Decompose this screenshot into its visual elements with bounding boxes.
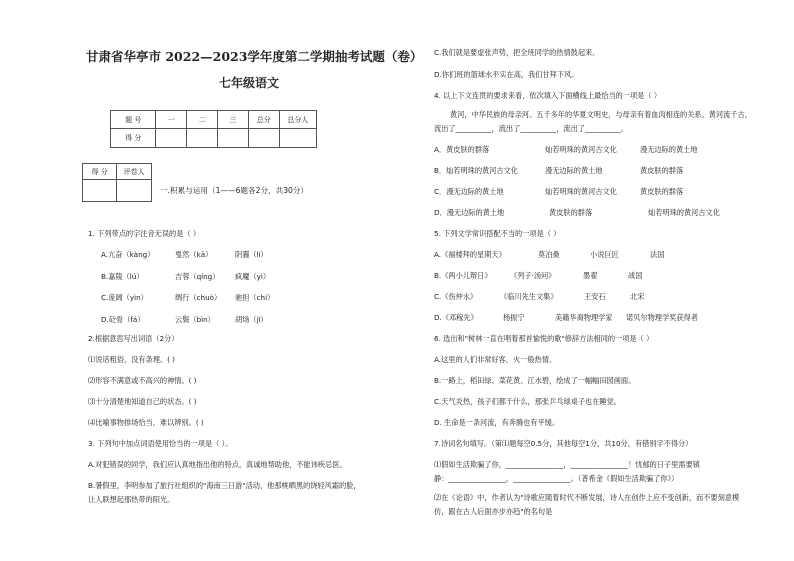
q2-item: ⑴说话粗俗，没有条理。( ) xyxy=(88,355,175,364)
q3-option-d: D.你们班的篮球水平实在高，我们甘拜下风。 xyxy=(434,70,579,79)
q3-option-a: A.对犯错误的同学，我们应认真地指出他的特点，真诚地帮助他，不能讳疾忌医。 xyxy=(88,460,347,469)
q1-option: 疯魔（yì） xyxy=(235,272,271,281)
q4-option: 灿若明珠的黄河古文化 xyxy=(648,208,720,217)
page-subtitle: 七年级语文 xyxy=(219,76,280,90)
section-title: 一.积累与运用（1——6题各2分，共30分） xyxy=(160,186,309,195)
q5-option: 《临川先生文集》 xyxy=(500,292,558,301)
q5-option: 杨振宁 xyxy=(503,313,525,322)
q4-paragraph-line: 黄河，中华民族的母亲河。五千多年的华夏文明史，与母亲有着血肉相连的关系。黄河流千古， xyxy=(450,110,752,119)
q7-item1-line: ⑴假如生活欺骗了你，________________，________________！忧郁的日子里需要镇 xyxy=(434,460,700,469)
score-table-label: 得 分 xyxy=(111,129,156,148)
q5-option: 莫泊桑 xyxy=(538,250,560,259)
q1-option: 云鬓（bìn） xyxy=(175,315,215,324)
q1-option: B.嘉陵（lú） xyxy=(101,272,144,281)
q2-item: ⑶十分清楚地知道自己的状态。( ) xyxy=(88,397,197,406)
q4-option: 黄皮肤的群落 xyxy=(640,187,684,196)
q5-option: D.《邓稼先》 xyxy=(434,313,478,322)
q4-option: 黄皮肤的群落 xyxy=(640,166,684,175)
q6-option: A.这里的人们非常好客，火一般热情。 xyxy=(434,355,557,364)
q3-option-b-line: B.暑假里，李明参加了旅行社组织的"海南三日游"活动，他那桃晒黑的饶轻风霜的脸， xyxy=(88,481,361,490)
q4-option: 漫无边际的黄土地 xyxy=(545,166,603,175)
grader-header: 得 分 xyxy=(83,164,117,180)
page-title: 甘肃省华亭市 2022—2023学年度第二学期抽考试题（卷） xyxy=(86,49,423,64)
q7-item1-line: 静：________________，________________。（普希金《假如生活欺骗了你》） xyxy=(434,474,679,483)
q4-option: A．黄皮肤的群落 xyxy=(434,145,490,154)
q7-item2-line: 仿，跟在古人后面亦步亦趋"的名句是 xyxy=(434,507,553,516)
q4-option: 漫无边际的黄土地 xyxy=(640,145,698,154)
q4-option: C．漫无边际的黄土地 xyxy=(434,187,504,196)
q2-item: ⑵形容不满意或不高兴的神情。( ) xyxy=(88,376,197,385)
question-7-stem: 7.诗词名句填写。（第⑴题每空0.5分，其他每空1分，共10分，有错别字不得分） xyxy=(434,439,693,448)
q4-option: B．灿若明珠的黄河古文化 xyxy=(434,166,518,175)
q2-item: ⑷比喻事物排场恰当，难以辨别。( ) xyxy=(88,418,204,427)
q5-option: 诺贝尔物理学奖获得者 xyxy=(626,313,698,322)
score-table-header: 一 xyxy=(156,111,187,129)
question-3-stem: 3. 下列句中加点词语使用恰当的一项是（ ）。 xyxy=(88,439,233,448)
q5-option: 战国 xyxy=(628,271,643,280)
q1-option: A.亢奋（kàng） xyxy=(101,250,155,259)
score-cell[interactable] xyxy=(248,129,279,148)
score-cell[interactable] xyxy=(156,129,187,148)
q4-option: 黄皮肤的群落 xyxy=(549,208,593,217)
q1-option: C.庞阔（yìn） xyxy=(101,293,148,302)
q5-option: A.《福楼拜的星期天》 xyxy=(434,250,506,259)
q5-option: 美籍华裔物理学家 xyxy=(555,313,613,322)
grader-cell[interactable] xyxy=(117,180,152,202)
score-table-header: 二 xyxy=(187,111,218,129)
q6-option: B.一路上，稻田绿、菜花黄、江水碧，绘成了一幅幅田园画面。 xyxy=(434,376,636,385)
score-table-header: 总分 xyxy=(248,111,279,129)
question-6-stem: 6. 选出和"树林一直在唱着那首愉悦的歌"修辞方法相同的一项是（ ） xyxy=(434,334,654,343)
q5-option: 法国 xyxy=(650,250,665,259)
q1-option: 吉蓉（qíng） xyxy=(175,272,220,281)
question-2-stem: 2.根据意思写出词语（2分） xyxy=(88,334,179,343)
q1-option: 阴霾（lí） xyxy=(235,250,268,259)
q4-option: D．漫无边际的黄土地 xyxy=(434,208,505,217)
q6-option: D. 生命是一条河流，有奔腾也有平缓。 xyxy=(434,418,560,427)
q3-option-c: C.我们就是要虚张声势，把全班同学的热情鼓起来。 xyxy=(434,48,600,57)
q4-option: 灿若明珠的黄河古文化 xyxy=(545,145,617,154)
q5-option: 小说巨匠 xyxy=(590,250,619,259)
q3-option-b-line: 让人联想起那热带的阳光。 xyxy=(88,495,175,504)
question-1-stem: 1. 下列带点的字注音无误的是（ ） xyxy=(88,229,201,238)
q1-option: 胡场（jī） xyxy=(235,315,268,324)
score-cell[interactable] xyxy=(217,129,248,148)
score-table-header: 题 号 xyxy=(111,111,156,129)
q5-option: 北宋 xyxy=(630,292,645,301)
score-table xyxy=(110,110,317,148)
q5-option: 墨翟 xyxy=(583,271,598,280)
q1-option: 绸行（chuò） xyxy=(175,293,222,302)
q4-option: 灿若明珠的黄河古文化 xyxy=(545,187,617,196)
q1-option: 驰担（chí） xyxy=(235,293,275,302)
question-4-stem: 4. 以上下文连贯的要求来看，依次填入下面横线上最恰当的一项是（ ） xyxy=(434,91,662,100)
q4-paragraph-line: 流出了__________，流出了__________，流出了__________。 xyxy=(434,124,629,133)
q5-option: B.《两小儿辩日》 xyxy=(434,271,492,280)
score-table-header: 三 xyxy=(217,111,248,129)
q5-option: C.《伤仲永》 xyxy=(434,292,478,301)
q1-option: D.砭骨（fá） xyxy=(101,315,145,324)
q1-option: 戛然（kā） xyxy=(175,250,213,259)
question-5-stem: 5. 下列文学常识搭配不当的一项是（ ） xyxy=(434,229,561,238)
score-table-header: 总分人 xyxy=(279,111,316,129)
score-cell[interactable] xyxy=(187,129,218,148)
q5-option: 王安石 xyxy=(584,292,606,301)
grader-cell[interactable] xyxy=(83,180,117,202)
q5-option: 《列子·汤问》 xyxy=(510,271,556,280)
q6-option: C.天气炎热，孩子们都干什么，那张乒乓球桌子也在睡觉。 xyxy=(434,397,621,406)
grader-header: 评卷人 xyxy=(117,164,152,180)
grader-table xyxy=(82,163,152,202)
score-cell[interactable] xyxy=(279,129,316,148)
q7-item2-line: ⑵在《论语》中，作者认为"诗歌应随着时代不断发展，诗人在创作上应不变创新，而不要刻意模 xyxy=(434,493,740,502)
